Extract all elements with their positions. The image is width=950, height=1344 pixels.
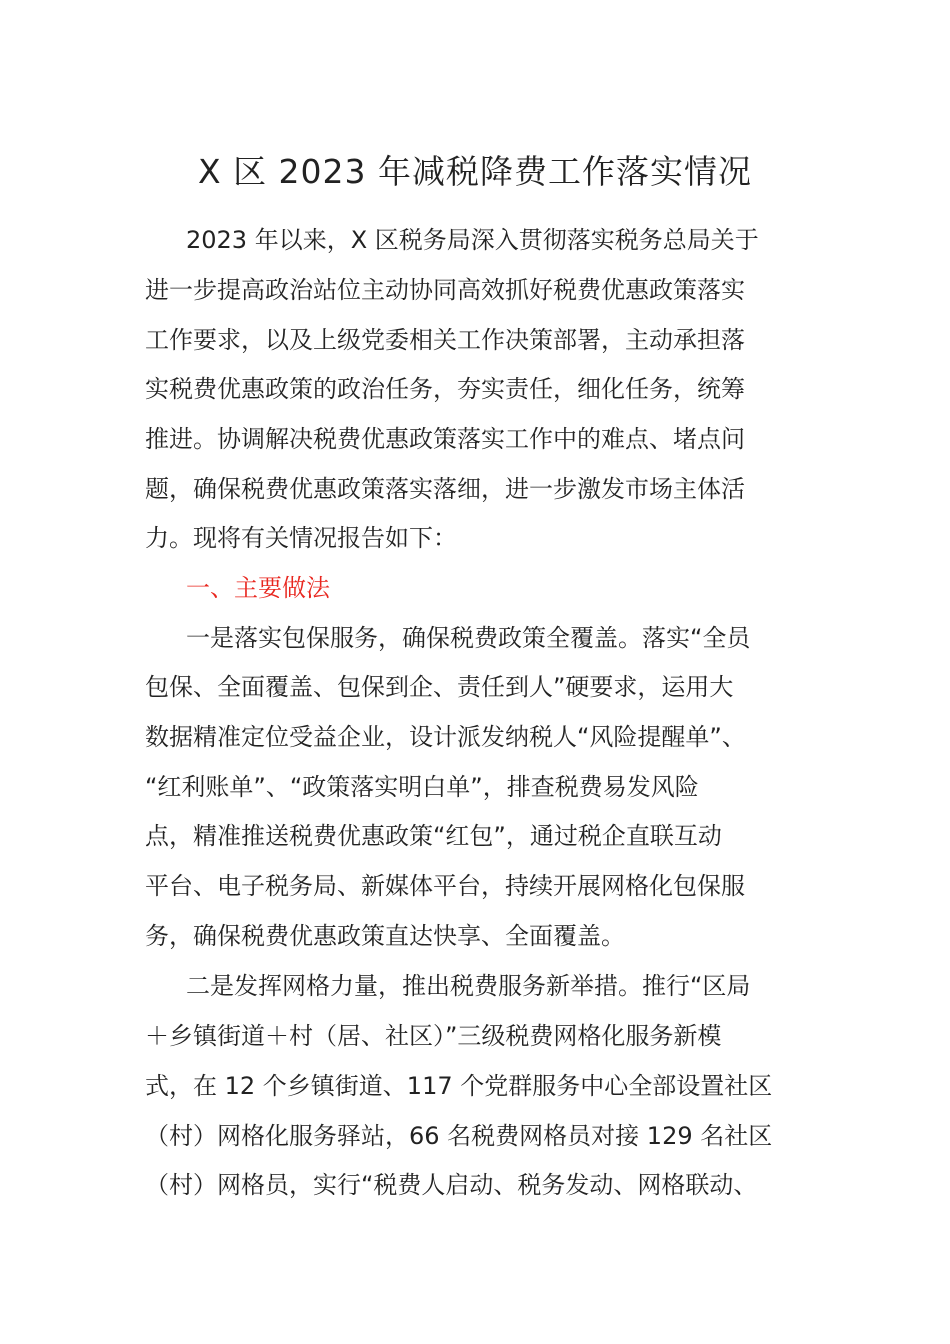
section-heading: 一、主要做法 bbox=[186, 574, 330, 602]
paragraph-line: 数据精准定位受益企业，设计派发纳税人“风险提醒单”、 bbox=[145, 723, 746, 751]
paragraph-line: ＋乡镇街道＋村（居、社区）”三级税费网格化服务新模 bbox=[145, 1022, 722, 1050]
paragraph-line: 平台、电子税务局、新媒体平台，持续开展网格化包保服 bbox=[145, 872, 745, 900]
paragraph-line: 进一步提高政治站位主动协同高效抓好税费优惠政策落实 bbox=[145, 276, 745, 304]
paragraph-line: 推进。协调解决税费优惠政策落实工作中的难点、堵点问 bbox=[145, 425, 745, 453]
paragraph-line: 包保、全面覆盖、包保到企、责任到人”硬要求，运用大 bbox=[145, 673, 734, 701]
document-title: X 区 2023 年减税降费工作落实情况 bbox=[197, 152, 753, 191]
paragraph-line: 一是落实包保服务，确保税费政策全覆盖。落实“全员 bbox=[186, 624, 751, 652]
paragraph-line: 力。现将有关情况报告如下： bbox=[145, 524, 457, 552]
paragraph-line: 式，在 12 个乡镇街道、117 个党群服务中心全部设置社区 bbox=[145, 1072, 773, 1100]
paragraph-line: 题，确保税费优惠政策落实落细，进一步激发市场主体活 bbox=[145, 475, 745, 503]
paragraph-line: 2023 年以来，X 区税务局深入贯彻落实税务总局关于 bbox=[186, 226, 759, 254]
paragraph-line: 工作要求，以及上级党委相关工作决策部署，主动承担落 bbox=[145, 326, 745, 354]
paragraph-line: 点，精准推送税费优惠政策“红包”，通过税企直联互动 bbox=[145, 822, 722, 850]
paragraph-line: “红利账单”、“政策落实明白单”，排查税费易发风险 bbox=[145, 773, 699, 801]
paragraph-line: （村）网格化服务驿站，66 名税费网格员对接 129 名社区 bbox=[145, 1122, 773, 1150]
paragraph-line: 务，确保税费优惠政策直达快享、全面覆盖。 bbox=[145, 922, 625, 950]
paragraph-line: （村）网格员，实行“税费人启动、税务发动、网格联动、 bbox=[145, 1171, 758, 1199]
paragraph-line: 实税费优惠政策的政治任务，夯实责任，细化任务，统筹 bbox=[145, 375, 745, 403]
paragraph-line: 二是发挥网格力量，推出税费服务新举措。推行“区局 bbox=[186, 972, 751, 1000]
